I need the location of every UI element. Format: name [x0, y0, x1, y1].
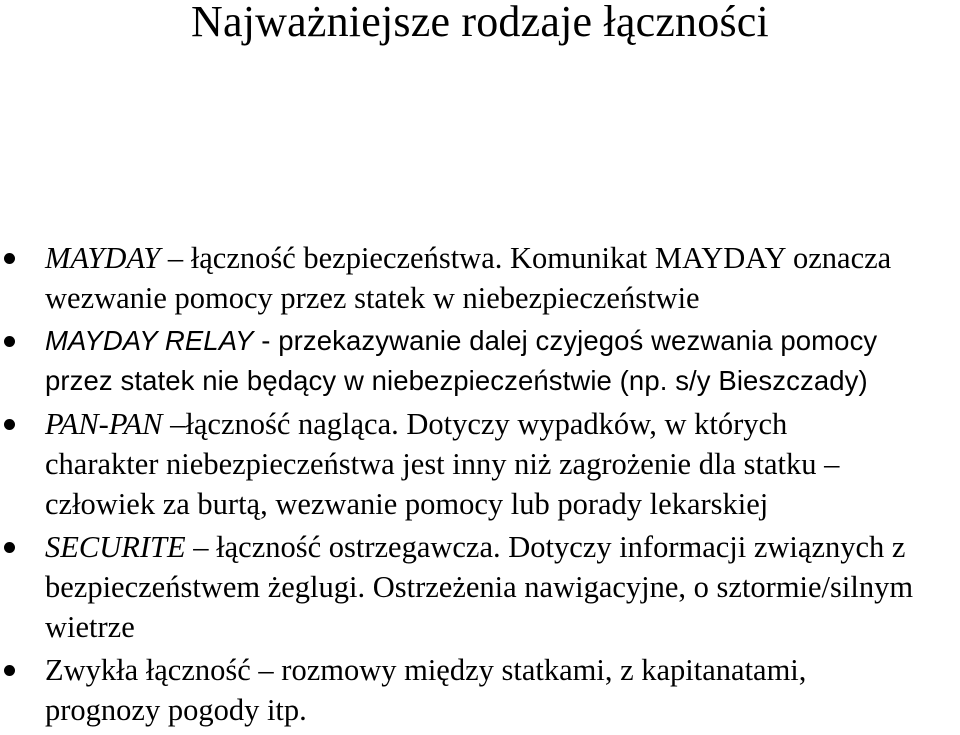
- item-text: – łączność ostrzegawcza. Dotyczy informacji związnych z: [185, 530, 906, 564]
- item-text: - przekazywanie dalej czyjegoś wezwania pomocy: [253, 325, 878, 356]
- list-item-pan-pan: [0, 404, 960, 524]
- bullet-icon: [4, 419, 15, 430]
- item-line: człowiek za burtą, wezwanie pomocy lub porady lekarskiej: [45, 487, 769, 521]
- bullet-icon: [4, 253, 15, 264]
- list-item-zwykla: [0, 650, 960, 730]
- item-line: Zwykła łączność – rozmowy między statkami, z kapitanatami,: [45, 653, 807, 687]
- item-line: przez statek nie będący w niebezpieczeństwie (np. s/y Bieszczady): [45, 365, 868, 396]
- item-text: –łączność nagląca. Dotyczy wypadków, w których: [162, 407, 788, 441]
- item-term: PAN-PAN: [45, 407, 163, 441]
- item-term: SECURITE: [45, 530, 186, 564]
- item-term: MAYDAY RELAY: [45, 325, 254, 356]
- bullet-icon: [4, 542, 15, 553]
- item-line: [45, 527, 960, 567]
- item-line: [45, 404, 960, 444]
- list-item-mayday: [0, 238, 960, 318]
- bullet-list: [0, 238, 960, 733]
- list-item-securite: [0, 527, 960, 647]
- bullet-icon: [4, 665, 15, 676]
- item-line: charakter niebezpieczeństwa jest inny niż zagrożenie dla statku –: [45, 447, 840, 481]
- item-line: [45, 321, 960, 361]
- item-term: MAYDAY: [45, 241, 161, 275]
- list-item-mayday-relay: [0, 321, 960, 401]
- slide-title: Najważniejsze rodzaje łączności: [191, 0, 769, 46]
- item-text: – łączność bezpieczeństwa. Komunikat MAYDAY oznacza: [160, 241, 892, 275]
- item-line: bezpieczeństwem żeglugi. Ostrzeżenia nawigacyjne, o sztormie/silnym: [45, 570, 914, 604]
- item-line: [45, 238, 960, 278]
- bullet-icon: [4, 336, 15, 347]
- item-line: wietrze: [45, 610, 135, 644]
- item-line: prognozy pogody itp.: [45, 693, 307, 727]
- item-line: wezwanie pomocy przez statek w niebezpieczeństwie: [45, 281, 700, 315]
